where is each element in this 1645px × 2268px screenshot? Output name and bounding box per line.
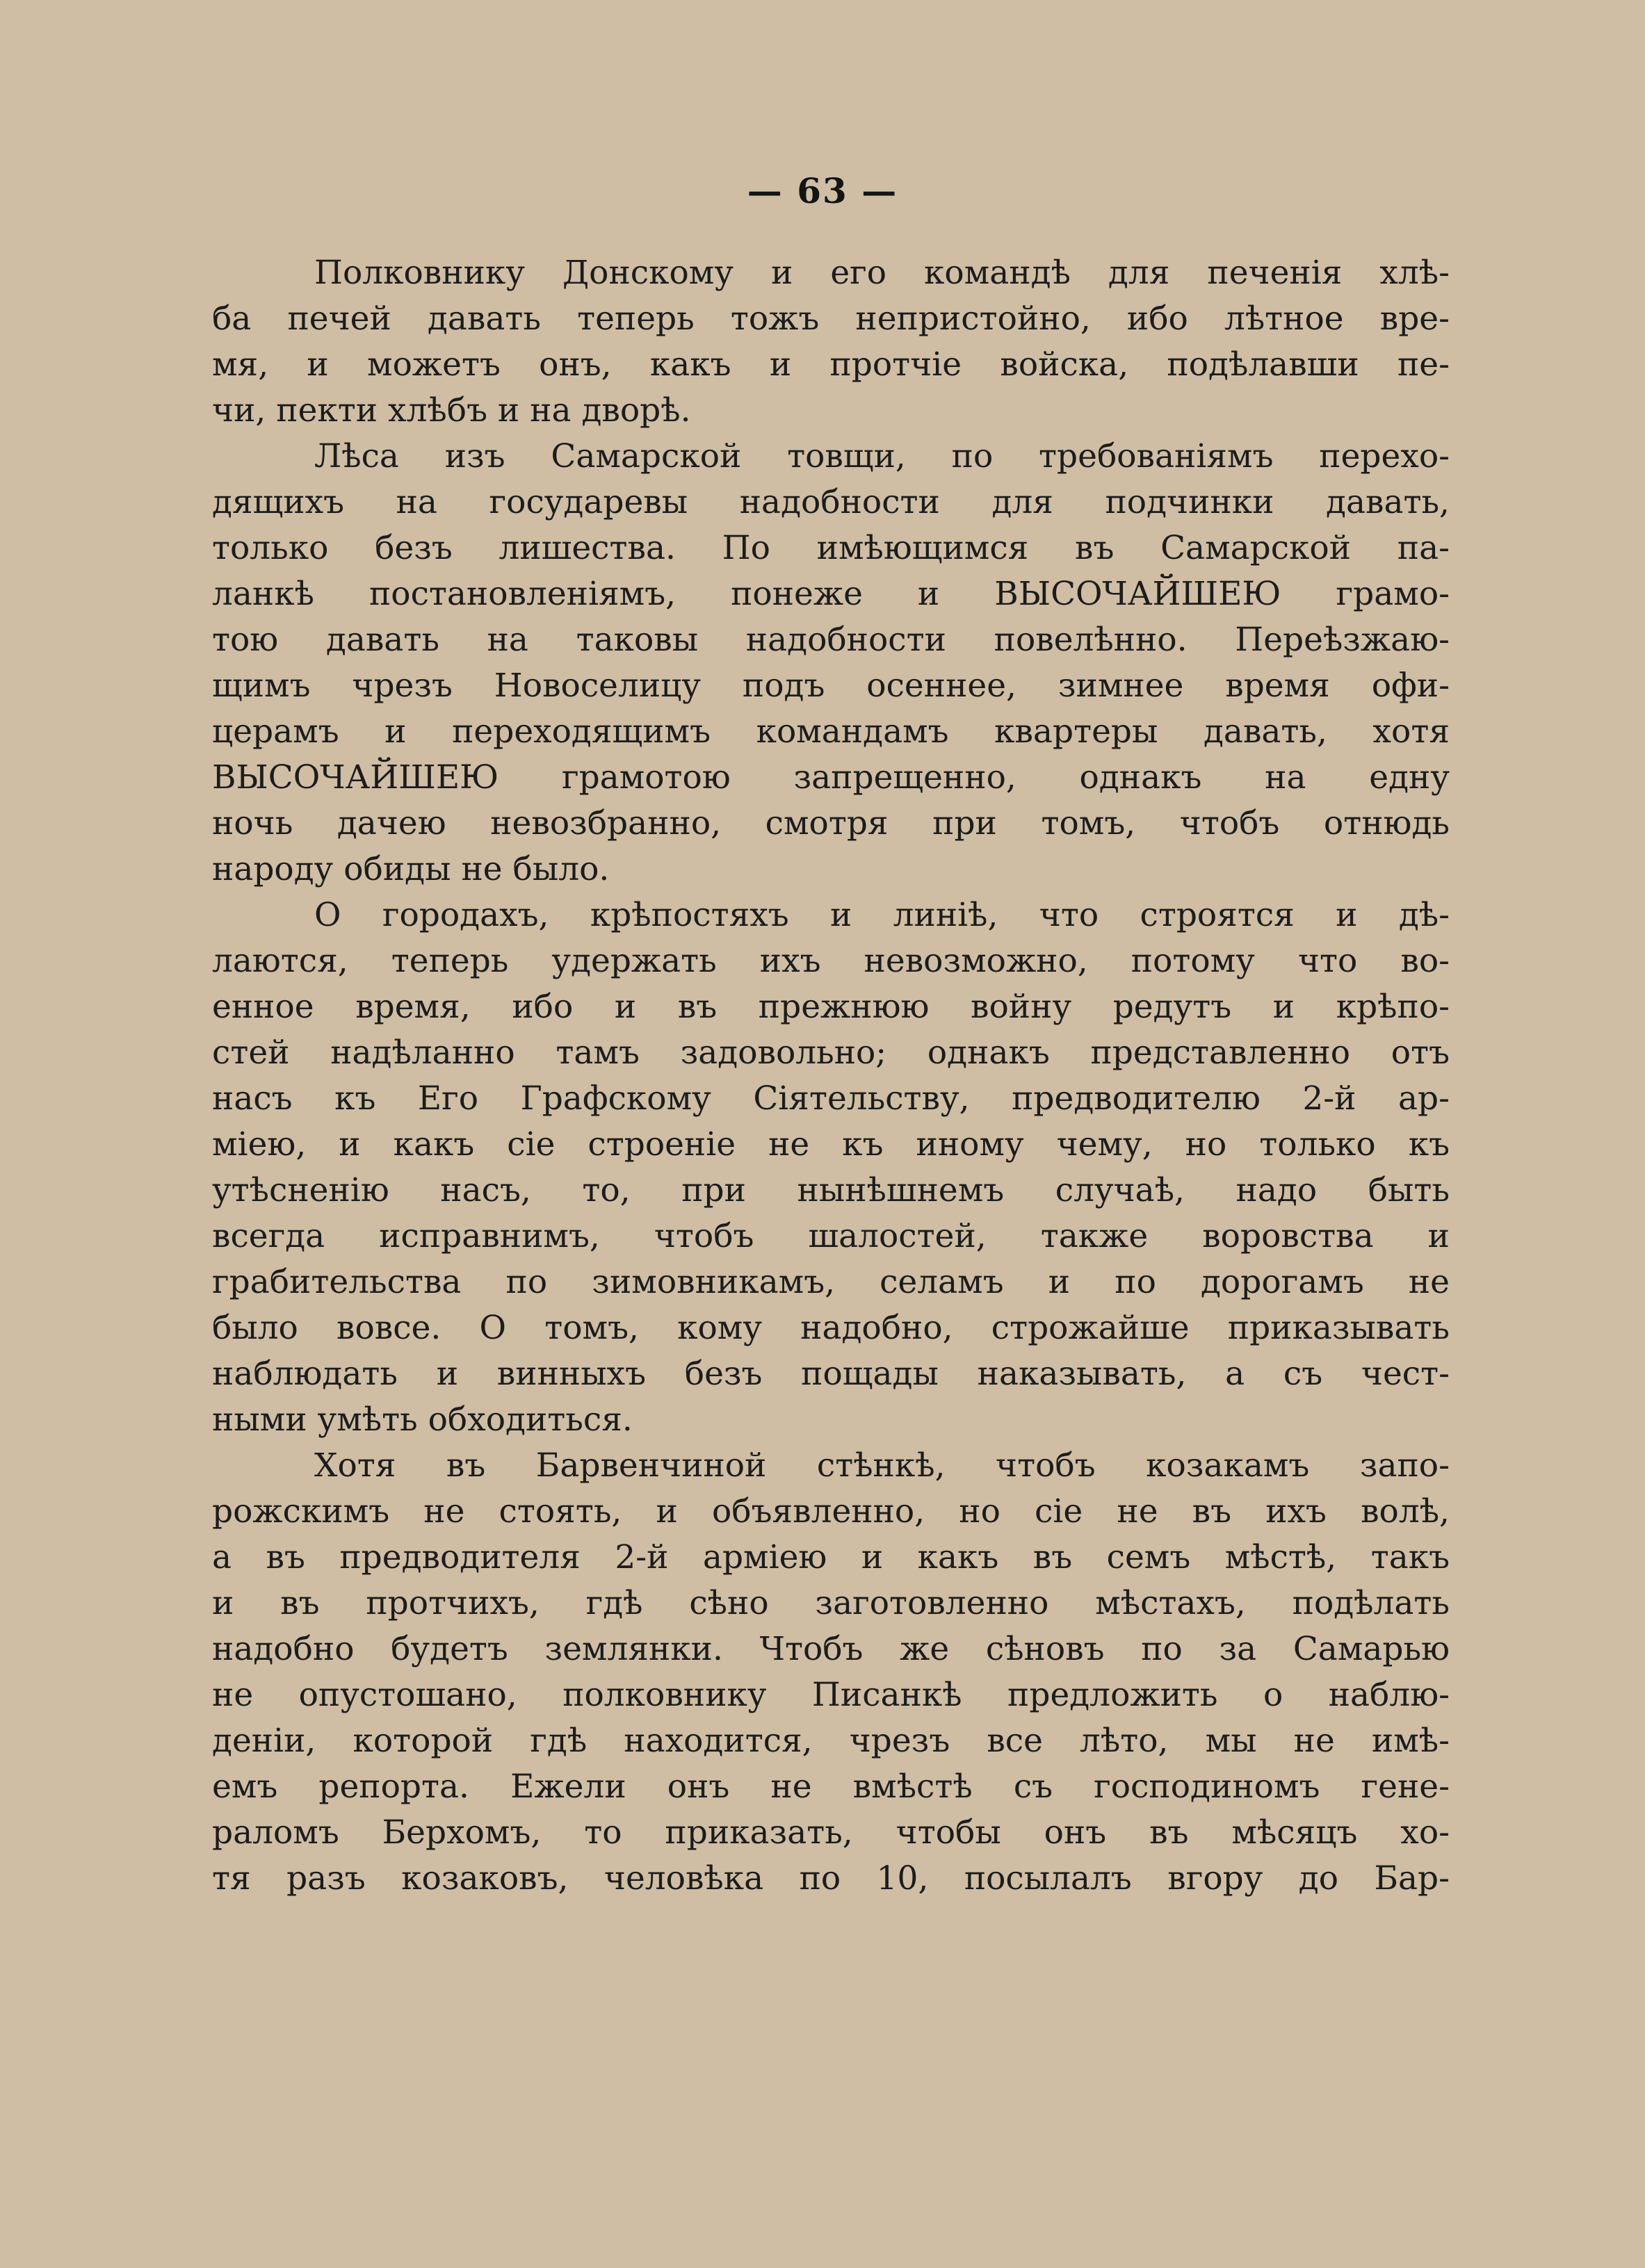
text-line: и въ протчихъ, гдѣ сѣно заготовленно мѣстахъ, подѣлать bbox=[212, 1584, 1450, 1622]
text-line: емъ репорта. Ежели онъ не вмѣстѣ съ господиномъ гене- bbox=[212, 1768, 1450, 1806]
paragraph bbox=[212, 1443, 1450, 1902]
text-line: міею, и какъ сіе строеніе не къ иному чему, но только къ bbox=[212, 1125, 1450, 1164]
text-line: наблюдать и винныхъ безъ пощады наказывать, а съ чест- bbox=[212, 1355, 1450, 1393]
text-line: Лѣса изъ Самарской товщи, по требованіямъ перехо- bbox=[314, 437, 1450, 475]
text-line: было вовсе. О томъ, кому надобно, строжайше приказывать bbox=[212, 1309, 1450, 1347]
text-line: енное время, ибо и въ прежнюю войну редутъ и крѣпо- bbox=[212, 988, 1450, 1026]
text-line: стей надѣланно тамъ задовольно; однакъ представленно отъ bbox=[212, 1034, 1450, 1072]
text-line: Хотя въ Барвенчиной стѣнкѣ, чтобъ козакамъ запо- bbox=[314, 1446, 1450, 1485]
text-line: чи, пекти хлѣбъ и на дворѣ. bbox=[212, 391, 691, 430]
text-line: ными умѣть обходиться. bbox=[212, 1401, 633, 1439]
text-line: дящихъ на государевы надобности для подчинки давать, bbox=[212, 483, 1450, 521]
paragraph bbox=[212, 250, 1450, 434]
text-line: мя, и можетъ онъ, какъ и протчіе войска, подѣлавши пе- bbox=[212, 345, 1450, 384]
text-line: а въ предводителя 2-й арміею и какъ въ семъ мѣстѣ, такъ bbox=[212, 1538, 1450, 1576]
paragraph bbox=[212, 892, 1450, 1443]
text-line: народу обиды не было. bbox=[212, 850, 610, 888]
text-line: рожскимъ не стоять, и объявленно, но сіе не въ ихъ волѣ, bbox=[212, 1492, 1450, 1531]
text-line: церамъ и переходящимъ командамъ квартеры давать, хотя bbox=[212, 712, 1450, 751]
text-line: утѣсненію насъ, то, при нынѣшнемъ случаѣ, надо быть bbox=[212, 1171, 1450, 1209]
text-line: не опустошано, полковнику Писанкѣ предложить о наблю- bbox=[212, 1676, 1450, 1714]
text-line: надобно будетъ землянки. Чтобъ же сѣновъ по за Самарью bbox=[212, 1630, 1450, 1668]
text-line: Полковнику Донскому и его командѣ для печенія хлѣ- bbox=[314, 254, 1450, 292]
text-line: тою давать на таковы надобности повелѣнно. Переѣзжаю- bbox=[212, 621, 1450, 659]
text-line: грабительства по зимовникамъ, селамъ и по дорогамъ не bbox=[212, 1263, 1450, 1301]
body-text bbox=[212, 250, 1450, 1902]
text-line: лаются, теперь удержать ихъ невозможно, потому что во- bbox=[212, 942, 1450, 980]
page-number: — 63 — bbox=[747, 170, 898, 211]
text-line: тя разъ козаковъ, человѣка по 10, посылалъ вгору до Бар- bbox=[212, 1859, 1450, 1898]
text-line: щимъ чрезъ Новоселицу подъ осеннее, зимнее время офи- bbox=[212, 667, 1450, 705]
text-line: деніи, которой гдѣ находится, чрезъ все лѣто, мы не имѣ- bbox=[212, 1722, 1450, 1760]
text-line: всегда исправнимъ, чтобъ шалостей, также воровства и bbox=[212, 1217, 1450, 1255]
text-line: ланкѣ постановленіямъ, понеже и ВЫСОЧАЙШЕЮ грамо- bbox=[212, 575, 1450, 613]
paragraph bbox=[212, 434, 1450, 892]
text-line: насъ къ Его Графскому Сіятельству, предводителю 2-й ар- bbox=[212, 1079, 1450, 1118]
text-line: раломъ Берхомъ, то приказать, чтобы онъ въ мѣсяцъ хо- bbox=[212, 1813, 1450, 1852]
text-line: только безъ лишества. По имѣющимся въ Самарской па- bbox=[212, 529, 1450, 567]
text-line: ВЫСОЧАЙШЕЮ грамотою запрещенно, однакъ на едну bbox=[212, 758, 1450, 797]
text-line: ночь дачею невозбранно, смотря при томъ, чтобъ отнюдь bbox=[212, 804, 1450, 842]
text-line: ба печей давать теперь тожъ непристойно, ибо лѣтное вре- bbox=[212, 300, 1450, 338]
text-line: О городахъ, крѣпостяхъ и линіѣ, что строятся и дѣ- bbox=[314, 896, 1450, 934]
